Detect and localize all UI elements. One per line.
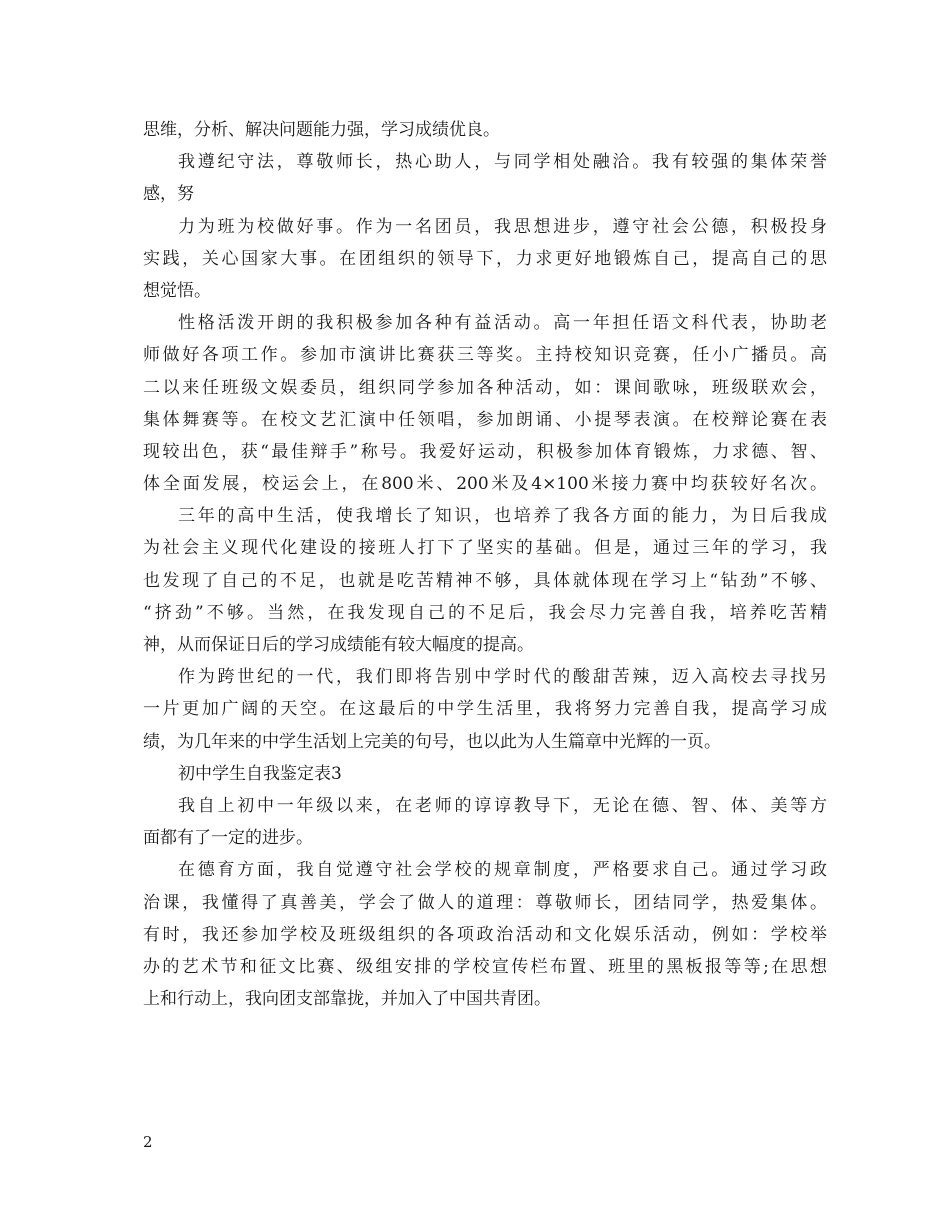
text-line: 我遵纪守法，尊敬师长，热心助人，与同学相处融洽。我有较强的集体荣誉 <box>178 152 827 173</box>
page-number: 2 <box>143 1133 153 1151</box>
text-line: 集体舞赛等。在校文艺汇演中任领唱，参加朗诵、小提琴表演。在校辩论赛在表 <box>143 409 827 430</box>
text-line: 力为班为校做好事。作为一名团员，我思想进步，遵守社会公德，积极投身 <box>178 216 827 237</box>
text-line: 面都有了一定的进步。 <box>143 828 313 849</box>
text-line: 现较出色，获“最佳辩手”称号。我爱好运动，积极参加体育锻炼，力求德、智、 <box>143 441 827 462</box>
text-line: 也发现了自己的不足，也就是吃苦精神不够，具体就体现在学习上“钻劲”不够、 <box>143 570 827 591</box>
text-line: 我自上初中一年级以来，在老师的谆谆教导下，无论在德、智、体、美等方 <box>178 795 827 816</box>
text-line: 神，从而保证日后的学习成绩能有较大幅度的提高。 <box>143 635 534 655</box>
text-line: 办的艺术节和征文比赛、级组安排的学校宣传栏布置、班里的黑板报等等;在思想 <box>143 956 827 977</box>
text-line: 三年的高中生活，使我增长了知识，也培养了我各方面的能力，为日后我成 <box>178 506 827 527</box>
text-line: 想觉悟。 <box>143 280 211 301</box>
text-line: 在德育方面，我自觉遵守社会学校的规章制度，严格要求自己。通过学习政 <box>178 860 827 881</box>
text-line: 师做好各项工作。参加市演讲比赛获三等奖。主持校知识竞赛，任小广播员。高 <box>143 345 827 366</box>
text-line: 为社会主义现代化建设的接班人打下了坚实的基础。但是，通过三年的学习，我 <box>143 538 827 559</box>
text-line: “挤劲”不够。当然，在我发现自己的不足后，我会尽力完善自我，培养吃苦精 <box>143 602 827 623</box>
text-line: 作为跨世纪的一代，我们即将告别中学时代的酸甜苦辣，迈入高校去寻找另 <box>178 667 827 688</box>
text-line: 性格活泼开朗的我积极参加各种有益活动。高一年担任语文科代表，协助老 <box>178 313 827 334</box>
text-line: 实践，关心国家大事。在团组织的领导下，力求更好地锻炼自己，提高自己的思 <box>143 248 827 269</box>
body-text <box>143 114 827 1015</box>
text-line: 上和行动上，我向团支部靠拢，并加入了中国共青团。 <box>143 989 551 1010</box>
text-line: 初中学生自我鉴定表3 <box>178 763 342 784</box>
text-line: 一片更加广阔的天空。在这最后的中学生活里，我将努力完善自我，提高学习成 <box>143 699 827 720</box>
text-line: 有时，我还参加学校及班级组织的各项政治活动和文化娱乐活动，例如：学校举 <box>143 924 827 945</box>
text-line: 体全面发展，校运会上，在800米、200米及4×100米接力赛中均获较好名次。 <box>143 474 827 495</box>
text-line: 感，努 <box>143 184 194 205</box>
text-line: 绩，为几年来的中学生活划上完美的句号，也以此为人生篇章中光辉的一页。 <box>143 731 721 752</box>
text-line: 二以来任班级文娱委员，组织同学参加各种活动，如：课间歌咏，班级联欢会， <box>143 377 827 398</box>
text-line: 治课，我懂得了真善美，学会了做人的道理：尊敬师长，团结同学，热爱集体。 <box>143 892 827 913</box>
text-line: 思维，分析、解决问题能力强，学习成绩优良。 <box>143 120 500 140</box>
